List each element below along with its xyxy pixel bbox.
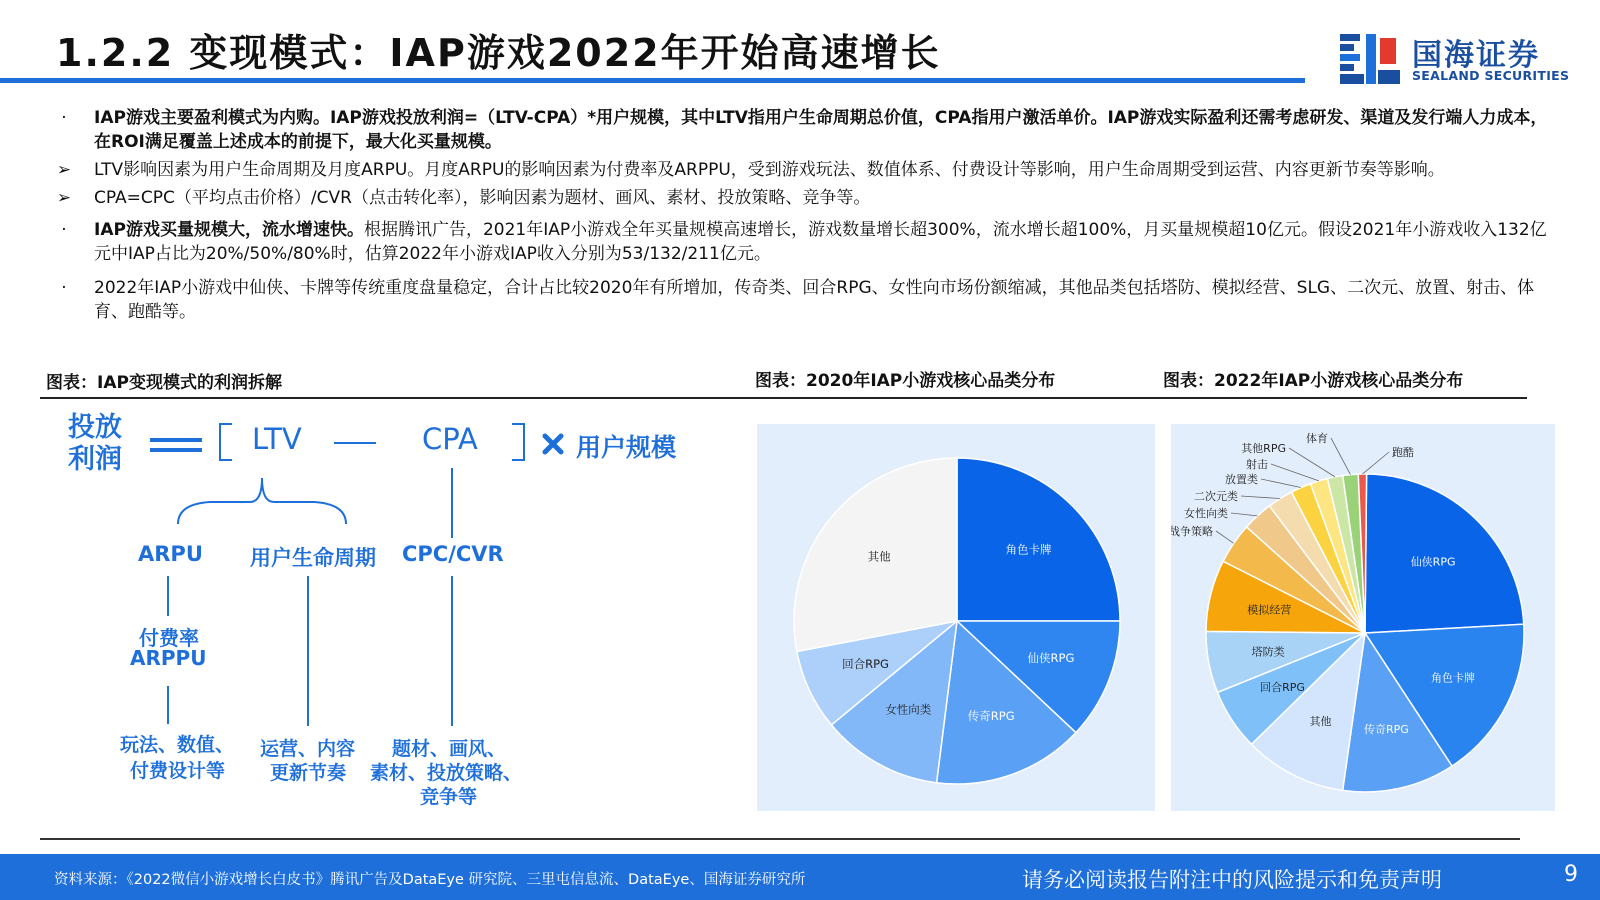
- pie-2020-chart: [757, 424, 1155, 811]
- pie-slice-label: 战争策略: [1171, 525, 1213, 538]
- pie-slice-label: 其他: [1309, 714, 1332, 728]
- cpa-factors-line3: 竞争等: [420, 786, 478, 808]
- pie-slice-label: 其他: [867, 549, 891, 564]
- left-bracket-icon: [216, 422, 236, 462]
- pie-2022-panel: [1171, 424, 1555, 811]
- pie-slice-label: 传奇RPG: [1364, 723, 1409, 737]
- pie-slice-label: 仙侠RPG: [1027, 651, 1075, 666]
- bullet-item: [54, 186, 1554, 210]
- pie-slice-label: 跑酷: [1392, 446, 1414, 459]
- pie-slice-label: 射击: [1246, 458, 1268, 471]
- profit-diagram: [40, 400, 720, 830]
- bullet-text: 2022年IAP小游戏中仙侠、卡牌等传统重度盘量稳定，合计占比较2020年有所增加，传奇类、回合RPG、女性向市场份额缩减，其他品类包括塔防、模拟经营、SLG、二次元、放置、射击、体育、跑酷等。: [94, 278, 1535, 322]
- arpu-label: ARPU: [138, 542, 203, 566]
- pie-slice-label: 传奇RPG: [967, 709, 1015, 724]
- pie-leader-line: [1241, 496, 1280, 499]
- arppu-label: ARPPU: [130, 646, 207, 670]
- pie-slice: [1365, 474, 1524, 633]
- page-title: 1.2.2 变现模式：IAP游戏2022年开始高速增长: [56, 31, 941, 75]
- pie-slice-label: 其他RPG: [1241, 442, 1286, 455]
- pie-slice-label: 体育: [1306, 432, 1328, 445]
- lifecycle-label: 用户生命周期: [250, 546, 376, 570]
- lifecycle-factors-line1: 运营、内容: [260, 738, 356, 760]
- source-note: 资料来源：《2022微信小游戏增长白皮书》腾讯广告及DataEye 研究院、三里屯信息流、DataEye、国海证券研究所: [54, 872, 806, 888]
- page-number: 9: [1564, 862, 1578, 887]
- pie-2022-chart: [1171, 424, 1555, 811]
- profit-label: 投放利润: [68, 412, 122, 475]
- cpc-connector-line: [451, 576, 453, 726]
- bullet-bold-text: IAP游戏买量规模大，流水增速快。: [94, 220, 364, 240]
- pie-slice-label: 角色卡牌: [1430, 671, 1475, 685]
- lifecycle-connector-line: [307, 576, 309, 726]
- bullet-marker: ·: [61, 278, 67, 298]
- minus-sign: [334, 442, 376, 444]
- cpa-label: CPA: [422, 422, 478, 456]
- cpc-cvr-label: CPC/CVR: [402, 542, 504, 566]
- right-bracket-icon: [508, 422, 528, 462]
- cpa-factors-line1: 题材、画风、: [392, 738, 507, 760]
- cpa-connector-line: [451, 468, 453, 538]
- caption-divider: [40, 397, 1527, 399]
- arrow-bullet-icon: ➢: [56, 160, 72, 180]
- pie-slice-label: 二次元类: [1194, 490, 1238, 503]
- bullet-item: [54, 106, 1554, 154]
- bullet-list: [54, 106, 1554, 328]
- pie-slice-label: 回合RPG: [842, 657, 889, 672]
- company-logo: [1338, 30, 1578, 90]
- ltv-label: LTV: [252, 422, 302, 456]
- bullet-text: 根据腾讯广告，2021年IAP小游戏全年买量规模高速增长，游戏数量增长超300%，流水增长超100%，月买量规模超10亿元。假设2021年小游戏收入132亿元中IAP占比为20%/50%/80%时，估算2022年小游戏IAP收入分别为53/132/211亿元。: [94, 220, 1547, 264]
- user-scale-label: 用户规模: [576, 433, 677, 462]
- equals-top-bar: [150, 438, 202, 442]
- arpu-connector-line: [167, 576, 169, 616]
- pie-slice: [957, 458, 1120, 621]
- footer-divider: [40, 838, 1520, 840]
- pie-leader-line: [1331, 438, 1350, 475]
- title-underline: [0, 78, 1305, 83]
- pie-2020-caption: 图表：2020年IAP小游戏核心品类分布: [755, 371, 1056, 391]
- bullet-bold-text: IAP游戏主要盈利模式为内购。IAP游戏投放利润=（LTV-CPA）*用户规模，其中LTV指用户生命周期总价值，CPA指用户激活单价。IAP游戏实际盈利还需考虑研发、渠道及发行端人力成本，在ROI满足覆盖上述成本的前提下，最大化买量规模。: [94, 108, 1548, 152]
- diagram-caption: 图表：IAP变现模式的利润拆解: [46, 373, 282, 393]
- pie-slice-label: 放置类: [1225, 473, 1258, 486]
- pie-slice-label: 女性向类: [1184, 507, 1228, 520]
- bullet-item: [54, 158, 1554, 182]
- bullet-item: [54, 276, 1554, 324]
- pie-leader-line: [1216, 531, 1234, 543]
- arpu-factors-line2: 付费设计等: [130, 760, 226, 782]
- logo-english-text: SEALAND SECURITIES: [1412, 68, 1570, 83]
- pie-leader-line: [1362, 452, 1389, 474]
- pie-slice-label: 塔防类: [1251, 645, 1285, 659]
- lifecycle-factors-line2: 更新节奏: [270, 762, 347, 784]
- logo-chinese-text: 国海证券: [1412, 38, 1540, 73]
- pie-leader-line: [1231, 513, 1257, 516]
- pie-slice-label: 回合RPG: [1260, 680, 1305, 694]
- bullet-item: [54, 218, 1554, 266]
- pie-slice-label: 角色卡牌: [1005, 542, 1052, 557]
- sealand-logo-icon: [1338, 30, 1404, 90]
- pie-2022-caption: 图表：2022年IAP小游戏核心品类分布: [1163, 371, 1464, 391]
- equals-bottom-bar: [150, 448, 202, 452]
- pie-slice-label: 仙侠RPG: [1410, 555, 1456, 569]
- pie-leader-line: [1271, 464, 1319, 481]
- pay-rate-label: 付费率: [139, 626, 199, 650]
- brace-icon: [170, 474, 360, 528]
- cpa-factors-line2: 素材、投放策略、: [370, 762, 523, 784]
- arppu-connector-line: [167, 686, 169, 724]
- pie-leader-line: [1261, 479, 1301, 488]
- bullet-text: CPA=CPC（平均点击价格）/CVR（点击转化率），影响因素为题材、画风、素材、投放策略、竞争等。: [94, 188, 871, 208]
- pie-slice-label: 模拟经营: [1247, 603, 1292, 617]
- pie-slice-label: 女性向类: [885, 702, 932, 717]
- arrow-bullet-icon: ➢: [56, 188, 72, 208]
- arpu-factors-line1: 玩法、数值、: [120, 734, 235, 756]
- multiply-icon: [542, 433, 564, 455]
- bullet-marker: ·: [61, 108, 67, 128]
- pie-2020-panel: [757, 424, 1155, 811]
- disclaimer-text: 请务必阅读报告附注中的风险提示和免责声明: [1022, 868, 1442, 892]
- bullet-marker: ·: [61, 220, 67, 240]
- bullet-text: LTV影响因素为用户生命周期及月度ARPU。月度ARPU的影响因素为付费率及ARPPU，受到游戏玩法、数值体系、付费设计等影响，用户生命周期受到运营、内容更新节奏等影响。: [94, 160, 1445, 180]
